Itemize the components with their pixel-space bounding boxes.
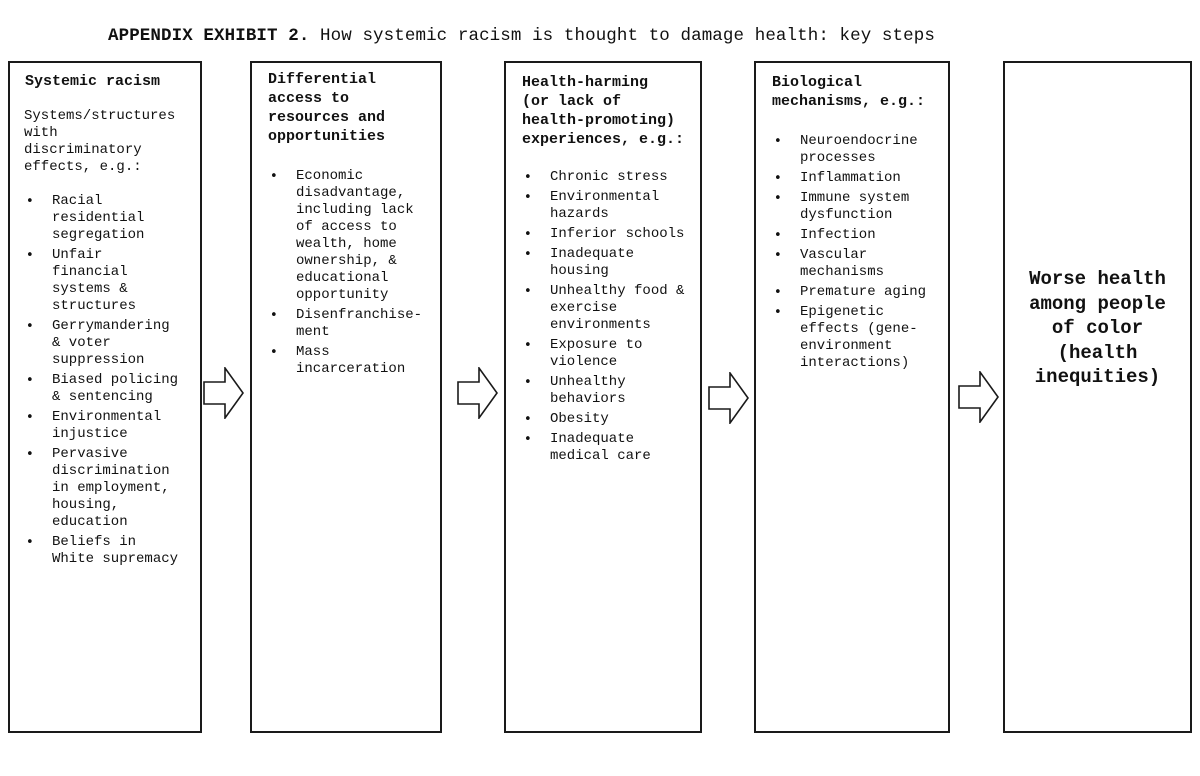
list-item: • Obesity [522, 411, 684, 428]
list-item: • Environmental injustice [24, 409, 178, 443]
box-biological-mechanisms [754, 61, 950, 733]
right-arrow-icon [958, 371, 1000, 423]
right-arrow-icon [708, 372, 750, 424]
list-item: • Mass incarceration [268, 344, 422, 378]
bullet-list [772, 133, 926, 375]
bullet-list [24, 193, 178, 571]
list-item: • Biased policing & sentencing [24, 372, 178, 406]
box-heading: Differential access to resources and opportunities [268, 71, 386, 145]
list-item: • Racial residential segregation [24, 193, 178, 244]
box-systemic-racism [8, 61, 202, 733]
list-item: • Disenfranchise- ment [268, 307, 422, 341]
exhibit-title [108, 26, 935, 46]
list-item: • Economic disadvantage, including lack of access to wealth, home ownership, & educational opportunity [268, 168, 422, 304]
list-item: • Inadequate housing [522, 246, 684, 280]
list-item: • Exposure to violence [522, 337, 684, 371]
bullet-list [522, 169, 684, 468]
list-item: • Pervasive discrimination in employment, housing, education [24, 446, 178, 531]
list-item: • Premature aging [772, 284, 926, 301]
box-health-harming-experiences [504, 61, 702, 733]
box-heading: Health-harming (or lack of health-promoting) experiences, e.g.: [522, 74, 685, 148]
list-item: • Infection [772, 227, 926, 244]
list-item: • Inflammation [772, 170, 926, 187]
list-item: • Epigenetic effects (gene- environment interactions) [772, 304, 926, 372]
box-differential-access [250, 61, 442, 733]
box-worse-health-outcome [1003, 61, 1192, 733]
list-item: • Inadequate medical care [522, 431, 684, 465]
bullet-list [268, 168, 422, 381]
list-item: • Inferior schools [522, 226, 684, 243]
list-item: • Environmental hazards [522, 189, 684, 223]
list-item: • Unhealthy behaviors [522, 374, 684, 408]
list-item: • Immune system dysfunction [772, 190, 926, 224]
list-item: • Neuroendocrine processes [772, 133, 926, 167]
list-item: • Beliefs in White supremacy [24, 534, 178, 568]
exhibit-label: APPENDIX EXHIBIT 2. [108, 26, 310, 46]
right-arrow-icon [203, 367, 245, 419]
list-item: • Chronic stress [522, 169, 684, 186]
box-intro: Systems/structures with discriminatory effects, e.g.: [24, 108, 176, 175]
box-heading: Biological mechanisms, e.g.: [772, 74, 926, 110]
list-item: • Gerrymandering & voter suppression [24, 318, 178, 369]
list-item: • Vascular mechanisms [772, 247, 926, 281]
exhibit-title-text: How systemic racism is thought to damage health: key steps [320, 26, 935, 46]
list-item: • Unfair financial systems & structures [24, 247, 178, 315]
list-item: • Unhealthy food & exercise environments [522, 283, 684, 334]
right-arrow-icon [457, 367, 499, 419]
box-heading: Systemic racism [25, 73, 161, 90]
outcome-text: Worse health among people of color (health inequities) [1029, 268, 1166, 388]
